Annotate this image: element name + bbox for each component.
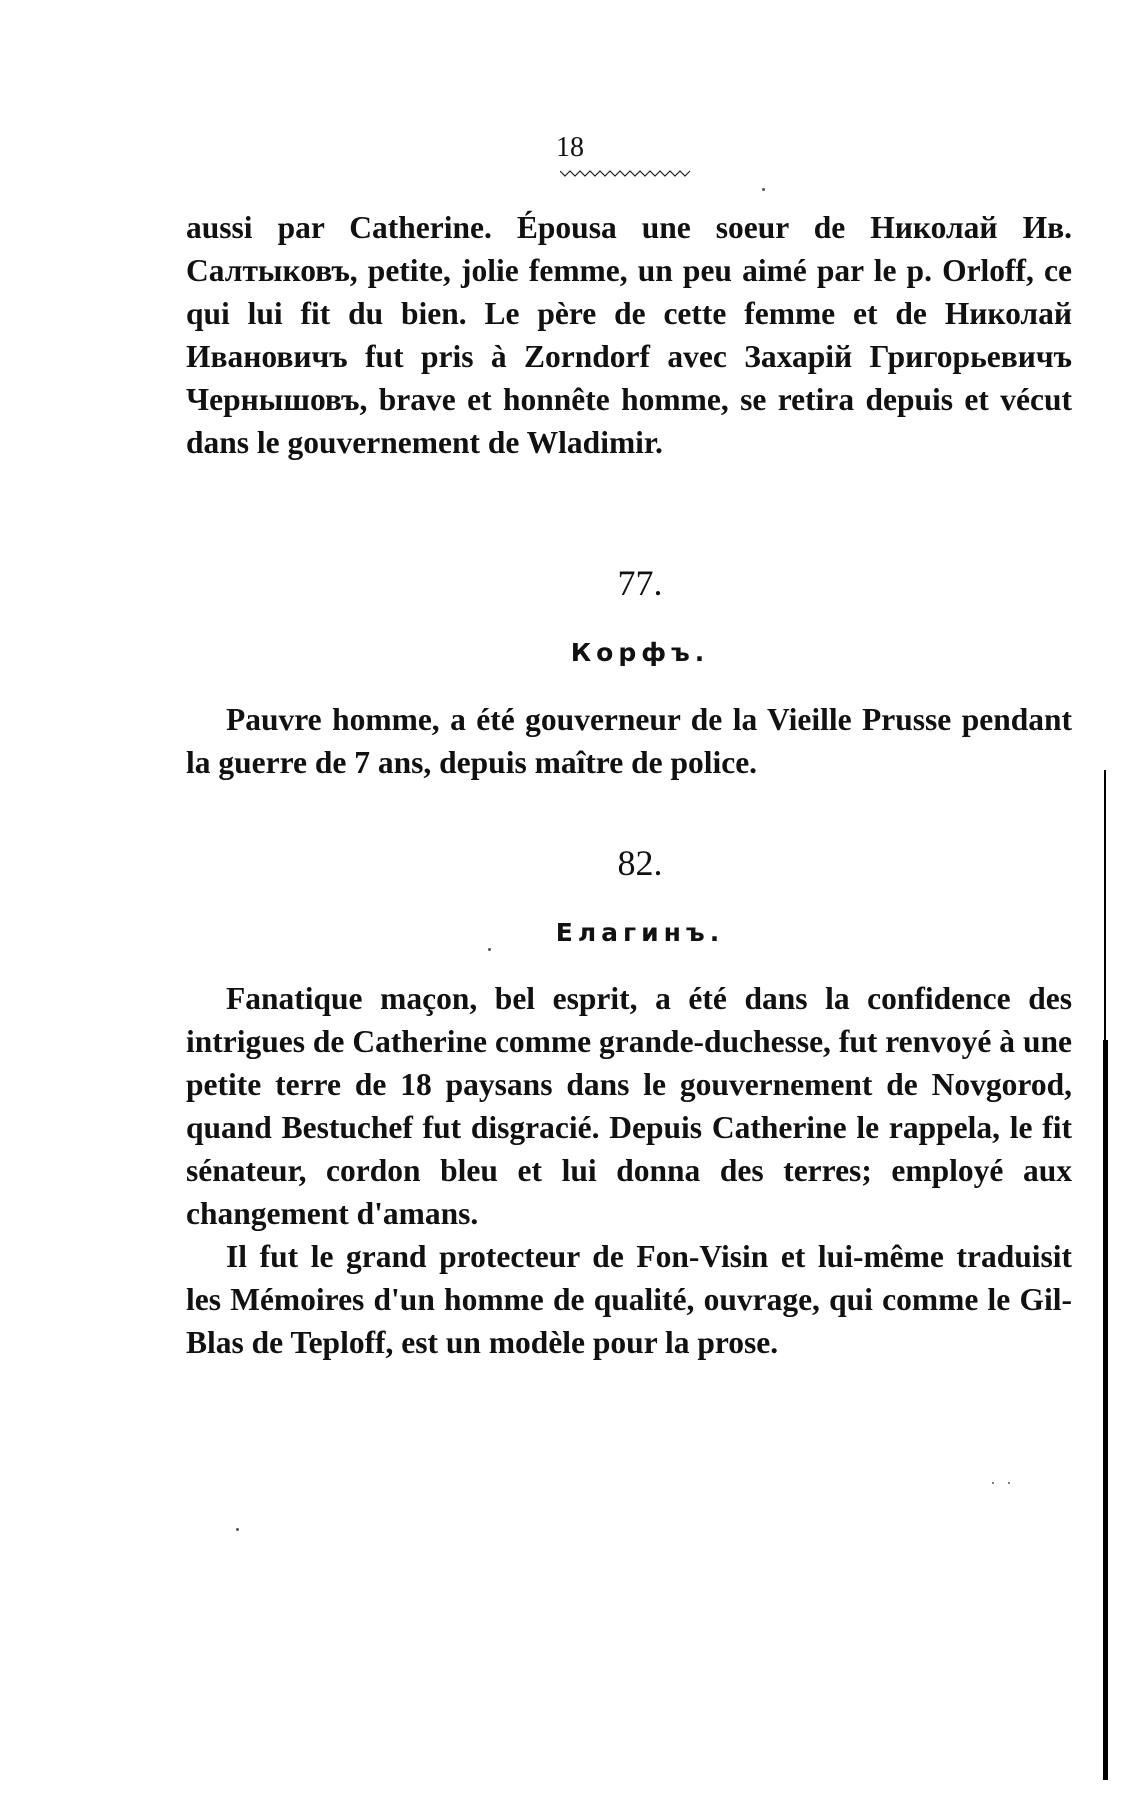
wavy-ornament [560,168,720,180]
entry-name: Корфъ. [570,638,710,667]
page-number: 18 [556,132,584,163]
scan-edge-line [1103,1040,1108,1780]
entry-number: 77. [617,563,663,603]
scan-speck [762,188,765,191]
paragraph: Il fut le grand protecteur de Fon-Visin et lui-même traduisit les Mémoires d'un homme de qualité, ouvrage, qui comme le Gil-Blas de Teploff, est un modèle pour la prose. [186,1239,1072,1360]
paragraph: Pauvre homme, a été gouverneur de la Vieille Prusse pendant la guerre de 7 ans, depuis maître de police. [186,702,1072,780]
scan-speck [1008,1482,1010,1484]
scan-speck [488,948,491,951]
scan-speck [992,1482,994,1484]
entry-body [186,698,1072,784]
entry-name: Елагинъ. [555,918,725,947]
paragraph: Fanatique maçon, bel esprit, a été dans la confidence des intrigues de Catherine comme grande-duchesse, fut renvoyé à une petite terre de 18 paysans dans le gouvernement de Novgorod, quand Bestuchef fut disgracié. Depuis Catherine le rappela, le fit sénateur, cordon bleu et lui donna des terres; employé aux changement d'amans. [186,981,1072,1231]
entry-number: 82. [617,843,663,883]
entry-body [186,977,1072,1364]
entry-continuation [186,206,1072,464]
scan-speck [236,1528,239,1531]
paragraph: aussi par Catherine. Épousa une soeur de Николай Ив. Салтыковъ, petite, jolie femme, un peu aimé par le p. Orloff, ce qui lui fit du bien. Le père de cette femme et de Николай Ивановичъ fut pris à Zorndorf avec Захарій Григорьевичъ Чернышовъ, brave et honnête homme, se retira depuis et vécut dans le gouvernement de Wladimir. [186,210,1072,460]
